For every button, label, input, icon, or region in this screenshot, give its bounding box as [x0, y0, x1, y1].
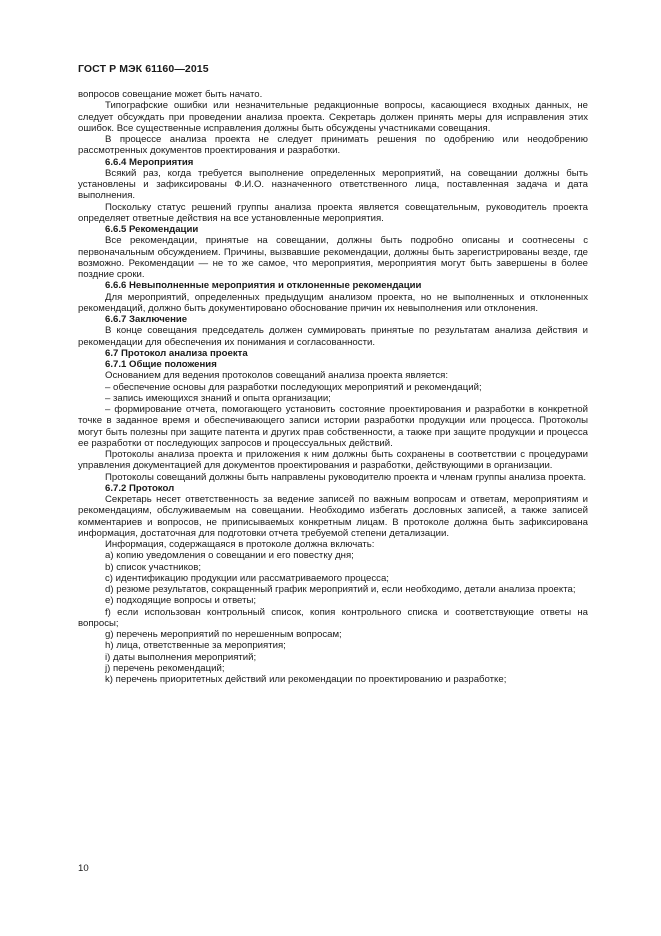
list-item: f) если использован контрольный список, копия контрольного списка и соответствующие ответы на вопросы; — [78, 606, 588, 629]
paragraph: Для мероприятий, определенных предыдущим анализом проекта, но не выполненных и отклоненных рекомендаций, должно быть документировано обоснование причин их невыполнения или отклонения. — [78, 291, 588, 314]
paragraph: В конце совещания председатель должен суммировать принятые по результатам анализа действия и рекомендации для обеспечения их понимания и согласованности. — [78, 325, 588, 348]
list-item: g) перечень мероприятий по нерешенным вопросам; — [105, 629, 342, 640]
paragraph: Типографские ошибки или незначительные редакционные вопросы, касающиеся входных данных, не следует обсуждать при проведении анализа проекта. Секретарь должен принять меры для исправления этих ошибок. Все существенные исправления должны быть обсуждены участниками совещания. — [78, 100, 588, 134]
page-number: 10 — [78, 863, 89, 874]
paragraph: вопросов совещание может быть начато. — [78, 89, 263, 100]
section-heading-6-7: 6.7 Протокол анализа проекта — [105, 347, 248, 359]
paragraph: Протоколы совещаний должны быть направлены руководителю проекта и членам группы анализа проекта. — [105, 471, 586, 483]
list-item: b) список участников; — [105, 561, 202, 573]
section-heading-6-7-2: 6.7.2 Протокол — [105, 482, 175, 494]
list-item: i) даты выполнения мероприятий; — [105, 651, 257, 663]
paragraph: Протоколы анализа проекта и приложения к ним должны быть сохранены в соответствии с процедурами управления документацией для документов проектирования и разработки, действующими в организации. — [78, 449, 588, 472]
paragraph: В процессе анализа проекта не следует принимать решения по одобрению или неодобрению рассмотренных документов проектирования и разработки. — [78, 134, 588, 157]
dash-item: – обеспечение основы для разработки последующих мероприятий и рекомендаций; — [105, 381, 482, 393]
paragraph: Всякий раз, когда требуется выполнение определенных мероприятий, на совещании должны быть установлены и зафиксированы Ф.И.О. назначенного ответственного лица, поставленная задача и дата выполнения. — [78, 167, 588, 202]
section-heading-6-6-6: 6.6.6 Невыполненные мероприятия и отклоненные рекомендации — [105, 280, 422, 292]
list-item: c) идентификацию продукции или рассматриваемого процесса; — [105, 572, 389, 584]
paragraph: Информация, содержащаяся в протоколе должна включать: — [105, 539, 375, 550]
paragraph: Основанием для ведения протоколов совещаний анализа проекта является: — [105, 370, 449, 382]
section-heading-6-6-7: 6.6.7 Заключение — [105, 314, 188, 325]
list-item: e) подходящие вопросы и ответы; — [105, 595, 257, 607]
section-heading-6-6-5: 6.6.5 Рекомендации — [105, 224, 199, 235]
document-body — [78, 89, 588, 685]
list-item: h) лица, ответственные за мероприятия; — [105, 640, 286, 652]
dash-item: – формирование отчета, помогающего установить состояние проектирования и разработки в конкретной точке в заданное время и обеспечивающего записи истории разработки продукции или процесса. Протоколы могут быть полезны при защите патента и других прав собственности, а также при защите продукции и процесса ее разработки от последующих запросов и процессуальных действий. — [78, 404, 588, 449]
list-item: k) перечень приоритетных действий или рекомендации по проектированию и разработке; — [105, 674, 507, 685]
section-heading-6-6-4: 6.6.4 Мероприятия — [105, 156, 194, 168]
document-header: ГОСТ Р МЭК 61160—2015 — [78, 63, 209, 75]
paragraph: Все рекомендации, принятые на совещании, должны быть подробно описаны и соотнесены с первоначальным обсуждением. Причины, вызвавшие рекомендации, должны быть зарегистрированы везде, где возможно. Рекомендации — не то же самое, что мероприятия, мероприятия могут быть завершены в более поздние сроки. — [78, 235, 588, 280]
dash-item: – запись имеющихся знаний и опыта организации; — [105, 392, 331, 404]
section-heading-6-7-1: 6.7.1 Общие положения — [105, 359, 217, 370]
list-item: j) перечень рекомендаций; — [105, 662, 225, 674]
paragraph: Секретарь несет ответственность за ведение записей по важным вопросам и ответам, мероприятиям и рекомендациям, обслуживаемым на совещании. Необходимо избегать дословных записей, а также записей комментариев и вопросов, не приписываемых конкретным лицам. В протоколе должна быть зафиксирована информация, достаточная для подготовки отчета требуемой степени детализации. — [78, 494, 588, 539]
list-item: a) копию уведомления о совещании и его повестку дня; — [105, 550, 354, 562]
paragraph: Поскольку статус решений группы анализа проекта является совещательным, руководитель проекта определяет ответные действия на все установленные мероприятия. — [78, 201, 588, 224]
list-item: d) резюме результатов, сокращенный график мероприятий и, если необходимо, детали анализа проекта; — [105, 584, 576, 595]
